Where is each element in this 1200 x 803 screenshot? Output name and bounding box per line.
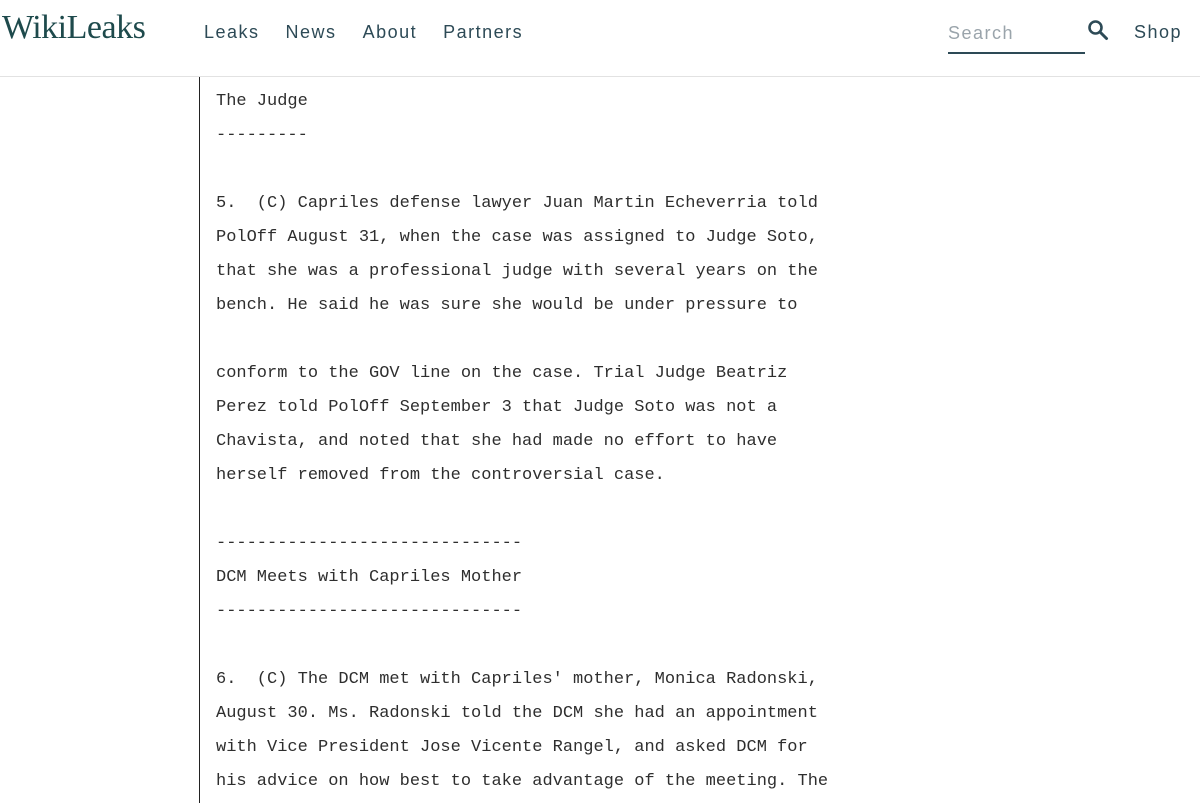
text-line: that she was a professional judge with several years on the xyxy=(216,262,818,281)
text-line: --------- xyxy=(216,126,308,145)
wikileaks-logo[interactable]: WikiLeaks xyxy=(2,9,146,46)
search-input[interactable] xyxy=(948,18,1078,48)
nav-partners[interactable]: Partners xyxy=(443,22,524,42)
text-line: The Judge xyxy=(216,92,308,111)
text-line: conform to the GOV line on the case. Trial Judge Beatriz xyxy=(216,364,788,383)
text-line: August 30. Ms. Radonski told the DCM she had an appointment xyxy=(216,704,818,723)
nav-shop[interactable]: Shop xyxy=(1134,22,1183,42)
text-line: ------------------------------ xyxy=(216,534,523,553)
text-line: herself removed from the controversial case. xyxy=(216,466,665,485)
main-nav xyxy=(204,20,549,44)
text-line: 5. (C) Capriles defense lawyer Juan Martin Echeverria told xyxy=(216,194,818,213)
text-line: ------------------------------ xyxy=(216,602,523,621)
text-line: with Vice President Jose Vicente Rangel, and asked DCM for xyxy=(216,738,808,757)
nav-news[interactable]: News xyxy=(285,22,337,42)
site-header xyxy=(0,0,1200,77)
search-icon[interactable] xyxy=(1087,19,1109,41)
search-field xyxy=(948,18,1085,54)
text-line: Perez told PolOff September 3 that Judge Soto was not a xyxy=(216,398,778,417)
cable-text xyxy=(216,85,828,799)
text-line: PolOff August 31, when the case was assigned to Judge Soto, xyxy=(216,228,818,247)
nav-about[interactable]: About xyxy=(362,22,418,42)
text-line: DCM Meets with Capriles Mother xyxy=(216,568,523,587)
cable-text-panel xyxy=(199,77,1200,803)
text-line: bench. He said he was sure she would be under pressure to xyxy=(216,296,798,315)
nav-leaks[interactable]: Leaks xyxy=(204,22,260,42)
text-line: his advice on how best to take advantage of the meeting. The xyxy=(216,772,829,791)
text-line: 6. (C) The DCM met with Capriles' mother, Monica Radonski, xyxy=(216,670,818,689)
text-line: Chavista, and noted that she had made no effort to have xyxy=(216,432,778,451)
